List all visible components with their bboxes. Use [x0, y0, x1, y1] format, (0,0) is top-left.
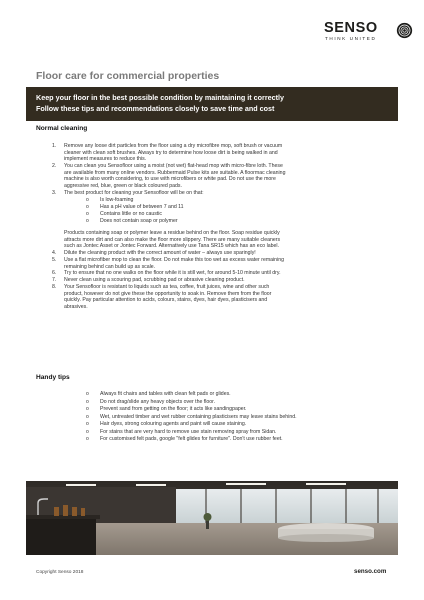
- sub-item: Has a pH value of between 7 and 11: [100, 204, 184, 210]
- tip-item: Prevent sand from getting on the floor; it acts like sandingpaper.: [100, 406, 247, 412]
- item-text-line: abrasives.: [64, 303, 88, 310]
- item-text-line: are available from many online vendors. Rubbermaid Pulse kits are suitable. A floormac cleaning: [64, 169, 286, 176]
- item-number: 4.: [52, 250, 57, 256]
- item-text-line: Remove any loose dirt particles from the floor using a dry microfibre mop, soft brush or vacuum: [64, 143, 283, 149]
- note-line: Products containing soap or polymer leave a residue behind on the floor. Soap residue quickly: [64, 230, 280, 236]
- intro-banner: [26, 87, 398, 121]
- banner-line-1: Keep your floor in the best possible condition by maintaining it correctly: [36, 93, 285, 102]
- bullet-marker: o: [86, 436, 89, 442]
- item-text-line: Never clean using a scouring pad, scrubbing pad or abrasive cleaning product.: [64, 277, 245, 283]
- item-text-line: Dilute the cleaning product with the correct amount of water – always use sparingly!: [64, 250, 256, 256]
- item-text-line: product, however do not give these the opportunity to soak in. Remove them from the floor: [64, 290, 272, 297]
- item-number: 7.: [52, 277, 57, 283]
- tip-item: Wet, untreated timber and wet rubber containing plasticisers may leave stains behind.: [100, 413, 297, 420]
- item-text-line: implement measures to reduce this.: [64, 156, 147, 162]
- bullet-marker: o: [86, 218, 89, 224]
- item-number: 3.: [52, 190, 57, 196]
- sub-item: Does not contain soap or polymer: [100, 218, 178, 224]
- item-text-line: aggressive red, blue, green or black coloured pads.: [64, 182, 182, 189]
- bullet-marker: o: [86, 413, 89, 420]
- item-number: 5.: [52, 257, 57, 263]
- item-text-line: Use a flat microfiber mop to clean the floor. Do not make this too wet as excess water remaining: [64, 257, 284, 263]
- tip-item: For customised felt pads, google "felt glides for furniture". Don't use rubber feet.: [100, 436, 283, 442]
- note-line: attracts more dirt and can also make the floor more slippery. There are many suitable cleaners: [64, 236, 281, 243]
- interior-photo: [26, 481, 398, 555]
- section-heading-handy-tips: Handy tips: [36, 374, 70, 381]
- logo-ring-icon: [396, 22, 413, 39]
- item-number: 8.: [52, 284, 57, 290]
- bullet-marker: o: [86, 391, 89, 397]
- item-text-line: remaining behind can build up as scale.: [64, 263, 156, 270]
- item-number: 6.: [52, 270, 57, 276]
- bullet-marker: o: [86, 421, 89, 427]
- footer-copyright: Copyright Senso 2018: [36, 570, 84, 575]
- bullet-marker: o: [86, 406, 89, 412]
- item-number: 2.: [52, 163, 57, 169]
- bullet-marker: o: [86, 197, 89, 203]
- note-line: such as Jontec Asset or Jontec Forward. Alternatively use Tana SR15 which has an eco label.: [64, 243, 280, 249]
- bullet-marker: o: [86, 204, 89, 210]
- section-heading-normal-cleaning: Normal cleaning: [36, 125, 88, 132]
- tip-item: Hair dyes, strong colouring agents and paint will cause staining.: [100, 421, 247, 427]
- sub-item: Is low-foaming: [100, 197, 134, 203]
- bullet-marker: o: [86, 398, 89, 405]
- item-text-line: cleaner with clean soft brushes. Always try to determine how loose dirt is being walked in and: [64, 149, 278, 156]
- item-text-line: Your Sensofloor is resistant to liquids such as tea, coffee, fruit juices, wine and other such: [64, 284, 270, 290]
- page-title: Floor care for commercial properties: [36, 70, 220, 82]
- logo-tagline: THINK UNITED: [325, 36, 377, 41]
- item-text-line: machine is also worth considering, to use with microfibers or white pad. Do not use the more: [64, 176, 276, 182]
- item-number: 1.: [52, 143, 57, 149]
- bullet-marker: o: [86, 211, 89, 217]
- tip-item: Do not drag/slide any heavy objects over the floor.: [100, 398, 216, 405]
- item-text-line: Try to ensure that no one walks on the floor while it is still wet, for around 5-10 minute until dry.: [64, 270, 281, 276]
- senso-logo: [324, 21, 414, 45]
- tip-item: Always fit chairs and tables with clean felt pads or glides.: [100, 391, 231, 397]
- bullet-marker: o: [86, 428, 89, 435]
- item-text-line: You can clean you Sensofloor using a moist (not wet) flat-head mop with micro-fibre loth. These: [64, 163, 283, 169]
- item-text-line: quickly. Pay particular attention to acids, colours, stains, dyes, hair dyes, plasticisers and: [64, 297, 268, 303]
- banner-line-2: Follow these tips and recommendations closely to save time and cost: [36, 104, 275, 113]
- logo-wordmark: SENSO: [324, 20, 378, 36]
- item-text-line: The best product for cleaning your Sensofloor will be on that:: [64, 190, 204, 196]
- tip-item: For stains that are very hard to remove use stain removing spray from Sidan.: [100, 428, 277, 435]
- footer-site-link[interactable]: senso.com: [354, 568, 387, 575]
- sub-item: Contains little or no caustic: [100, 211, 162, 217]
